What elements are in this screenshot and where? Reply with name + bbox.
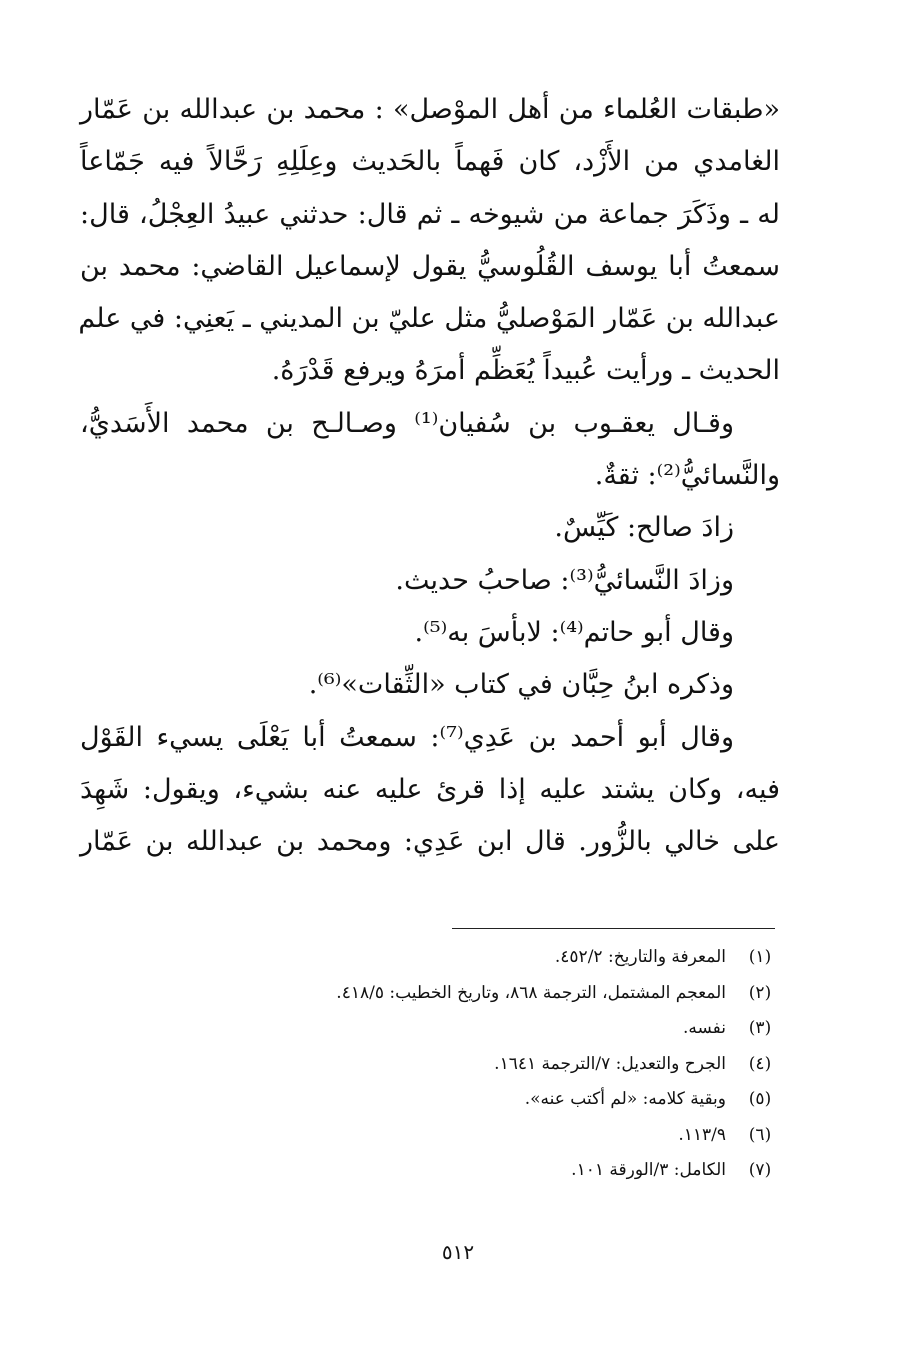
footnote-number: (٢): [748, 982, 772, 1003]
footnote-number: (٣): [748, 1018, 772, 1038]
footnote-number: (٥): [748, 1089, 772, 1109]
main-text: [80, 84, 780, 868]
footnote-number: (٤): [748, 1053, 772, 1074]
text-line: له ـ وذَكَرَ جماعة من شيوخه ـ ثم قال: حدثني عبيدُ العِجْلُ، قال:: [80, 198, 780, 230]
footnote-text: ١١٣/٩.: [678, 1124, 726, 1145]
text-line: وقـال يعقـوب بن سُفيان⁽¹⁾ وصـالـح بن محمد الأَسَديُّ،: [80, 407, 734, 439]
text-line: عبدالله بن عَمّار المَوْصليُّ مثل عليّ بن المديني ـ يَعنِي: في علم: [78, 303, 780, 335]
footnote-separator: [452, 928, 775, 929]
text-line: والنَّسائيُّ⁽²⁾: ثقةٌ.: [594, 460, 780, 492]
text-line: وزادَ النَّسائيُّ⁽³⁾: صاحبُ حديث.: [395, 564, 734, 596]
text-line: فيه، وكان يشتد عليه إذا قرئ عليه عنه بشيء، ويقول: شَهِدَ: [80, 773, 780, 805]
footnote: [80, 1011, 780, 1047]
text-line: وقال أبو أحمد بن عَدِي⁽⁷⁾: سمعتُ أبا يَعْلَى يسيء القَوْل: [80, 721, 734, 753]
footnote: [80, 1082, 780, 1118]
footnote: [80, 1153, 780, 1189]
footnote-number: (٦): [748, 1124, 772, 1145]
footnote-number: (١): [748, 947, 772, 967]
footnote: [80, 976, 780, 1012]
footnote: [80, 1047, 780, 1083]
footnote-text: الكامل: ٣/الورقة ١٠١.: [571, 1160, 726, 1180]
footnote: [80, 1118, 780, 1154]
page-number: ٥١٢: [441, 1240, 475, 1264]
footnote-number: (٧): [748, 1160, 772, 1180]
text-line: زادَ صالح: كَيِّسٌ.: [554, 512, 734, 544]
text-line: وقال أبو حاتم⁽⁴⁾: لابأسَ به⁽⁵⁾.: [414, 616, 734, 648]
footnote: [80, 940, 780, 976]
footnote-text: المعرفة والتاريخ: ٤٥٢/٢.: [554, 947, 726, 967]
footnote-text: الجرح والتعديل: ٧/الترجمة ١٦٤١.: [494, 1053, 726, 1074]
footnotes: [80, 940, 780, 1189]
footnote-text: وبقية كلامه: «لم أكتب عنه».: [524, 1089, 726, 1109]
footnote-text: نفسه.: [682, 1018, 726, 1038]
text-line: وذكره ابنُ حِبَّان في كتاب «الثِّقات»⁽⁶⁾.: [308, 669, 734, 701]
text-line: على خالي بالزُّور. قال ابن عَدِي: ومحمد بن عبدالله بن عَمّار: [80, 826, 780, 858]
text-line: الحديث ـ ورأيت عُبيداً يُعَظِّم أمرَهُ ويرفع قَدْرَهُ.: [271, 355, 780, 387]
footnote-text: المعجم المشتمل، الترجمة ٨٦٨، وتاريخ الخطيب: ٤١٨/٥.: [336, 982, 726, 1003]
text-line: الغامدي من الأَزْد، كان فَهماً بالحَديث وعِلَلِهِ رَحَّالاً فيه جَمّاعاً: [80, 146, 780, 178]
text-line: سمعتُ أبا يوسف القُلُوسيُّ يقول لإسماعيل القاضي: محمد بن: [80, 250, 780, 282]
text-line: «طبقات العُلماء من أهل الموْصل» : محمد بن عبدالله بن عَمّار: [80, 94, 780, 125]
